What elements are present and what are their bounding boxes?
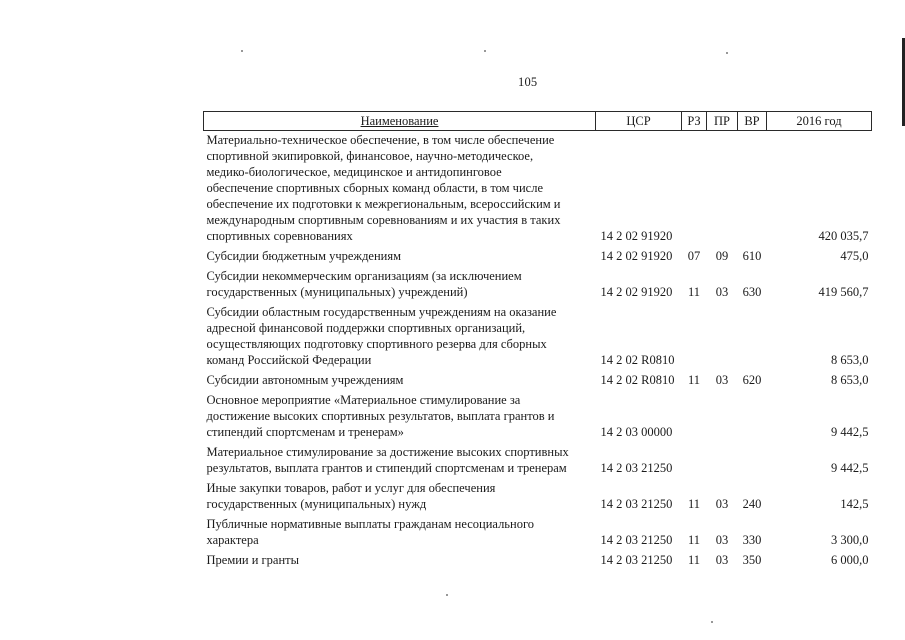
row-vr: 610 <box>742 249 762 263</box>
row-pr: 09 <box>715 249 729 263</box>
table-row <box>204 247 872 267</box>
row-amount: 142,5 <box>840 497 869 511</box>
table-row <box>204 479 872 515</box>
table-row <box>204 391 872 443</box>
row-name-text: Субсидии бюджетным учреждениям <box>206 249 402 263</box>
row-pr: 03 <box>715 285 729 299</box>
row-vr <box>738 131 767 248</box>
row-csr: 14 2 02 91920 <box>600 229 673 243</box>
scan-speck <box>711 621 713 623</box>
row-name-text: Иные закупки товаров, работ и услуг для обеспечения государственных (муниципальных) нужд <box>206 481 496 511</box>
row-rz: 07 <box>687 249 701 263</box>
row-amount: 9 442,5 <box>831 425 869 439</box>
table-row <box>204 551 872 571</box>
row-amount: 3 300,0 <box>831 533 869 547</box>
header-year: 2016 год <box>767 112 872 131</box>
row-pr: 03 <box>715 533 729 547</box>
row-name <box>204 515 596 551</box>
row-amount: 419 560,7 <box>818 285 869 299</box>
table-header-row <box>204 112 872 131</box>
row-pr <box>707 391 738 443</box>
table-row <box>204 443 872 479</box>
row-name <box>204 371 596 391</box>
row-rz <box>682 391 707 443</box>
row-vr <box>738 443 767 479</box>
row-name-text: Субсидии областным государственным учреждениям на оказание адресной финансовой поддержки спортивных организаций, осуществляющих подготовку спортивного резерва для сборных команд Российской Федерации <box>206 305 557 367</box>
row-csr: 14 2 02 R0810 <box>600 373 675 387</box>
row-amount: 9 442,5 <box>831 461 869 475</box>
row-vr <box>738 391 767 443</box>
row-name <box>204 551 596 571</box>
row-rz: 11 <box>687 285 701 299</box>
row-csr: 14 2 02 91920 <box>600 249 673 263</box>
row-vr: 620 <box>742 373 762 387</box>
row-name-text: Субсидии автономным учреждениям <box>206 373 404 387</box>
row-vr: 330 <box>742 533 762 547</box>
row-csr: 14 2 03 21250 <box>600 533 673 547</box>
row-csr: 14 2 03 21250 <box>600 497 673 511</box>
row-rz: 11 <box>687 497 701 511</box>
row-csr: 14 2 02 R0810 <box>600 353 675 367</box>
row-rz <box>682 303 707 371</box>
row-pr <box>707 443 738 479</box>
row-name-text: Основное мероприятие «Материальное стимулирование за достижение высоких спортивных результатов, выплата грантов и стипендий спортсменам и тренерам» <box>206 393 555 439</box>
row-rz: 11 <box>687 533 701 547</box>
header-name: Наименование <box>204 112 596 131</box>
row-pr: 03 <box>715 553 729 567</box>
page-number: 105 <box>518 75 538 89</box>
row-csr: 14 2 03 21250 <box>600 461 673 475</box>
row-amount: 420 035,7 <box>818 229 869 243</box>
row-vr: 240 <box>742 497 762 511</box>
row-rz <box>682 131 707 248</box>
header-pr: ПР <box>707 112 738 131</box>
row-rz: 11 <box>687 553 701 567</box>
scan-speck <box>241 50 243 52</box>
row-pr: 03 <box>715 497 729 511</box>
row-pr <box>707 131 738 248</box>
row-pr: 03 <box>715 373 729 387</box>
budget-table <box>203 111 872 571</box>
row-name-text: Материальное стимулирование за достижение высоких спортивных результатов, выплата грантов и стипендий спортсменам и тренерам <box>206 445 569 475</box>
table-row <box>204 515 872 551</box>
row-name <box>204 443 596 479</box>
table-row <box>204 303 872 371</box>
header-vr: ВР <box>738 112 767 131</box>
row-rz <box>682 443 707 479</box>
row-name <box>204 479 596 515</box>
row-amount: 475,0 <box>840 249 869 263</box>
scan-speck <box>446 594 448 596</box>
row-csr: 14 2 02 91920 <box>600 285 673 299</box>
row-name <box>204 303 596 371</box>
row-name-text: Субсидии некоммерческим организациям (за исключением государственных (муниципальных) учреждений) <box>206 269 522 299</box>
row-pr <box>707 303 738 371</box>
row-rz: 11 <box>687 373 701 387</box>
table-row <box>204 267 872 303</box>
table-row <box>204 371 872 391</box>
row-name <box>204 391 596 443</box>
row-name-text: Премии и гранты <box>206 553 300 567</box>
header-csr: ЦСР <box>596 112 682 131</box>
row-amount: 8 653,0 <box>831 353 869 367</box>
scan-speck <box>726 52 728 54</box>
row-amount: 8 653,0 <box>831 373 869 387</box>
row-name <box>204 131 596 248</box>
row-vr: 630 <box>742 285 762 299</box>
row-vr <box>738 303 767 371</box>
row-vr: 350 <box>742 553 762 567</box>
row-name-text: Публичные нормативные выплаты гражданам несоциального характера <box>206 517 535 547</box>
row-name <box>204 247 596 267</box>
table-row <box>204 131 872 248</box>
row-name <box>204 267 596 303</box>
scan-speck <box>484 50 486 52</box>
row-amount: 6 000,0 <box>831 553 869 567</box>
row-name-text: Материально-техническое обеспечение, в том числе обеспечение спортивной экипировкой, финансовое, научно-методическое, медико-биологическое, медицинское и антидопинговое обеспечение спортивных сборных команд области, в том числе обеспечение их подготовки к межрегиональным, всероссийским и международным спортивным соревнованиям и их участия в таких спортивных соревнованиях <box>206 133 561 243</box>
header-rz: РЗ <box>682 112 707 131</box>
row-csr: 14 2 03 21250 <box>600 553 673 567</box>
row-csr: 14 2 03 00000 <box>600 425 673 439</box>
